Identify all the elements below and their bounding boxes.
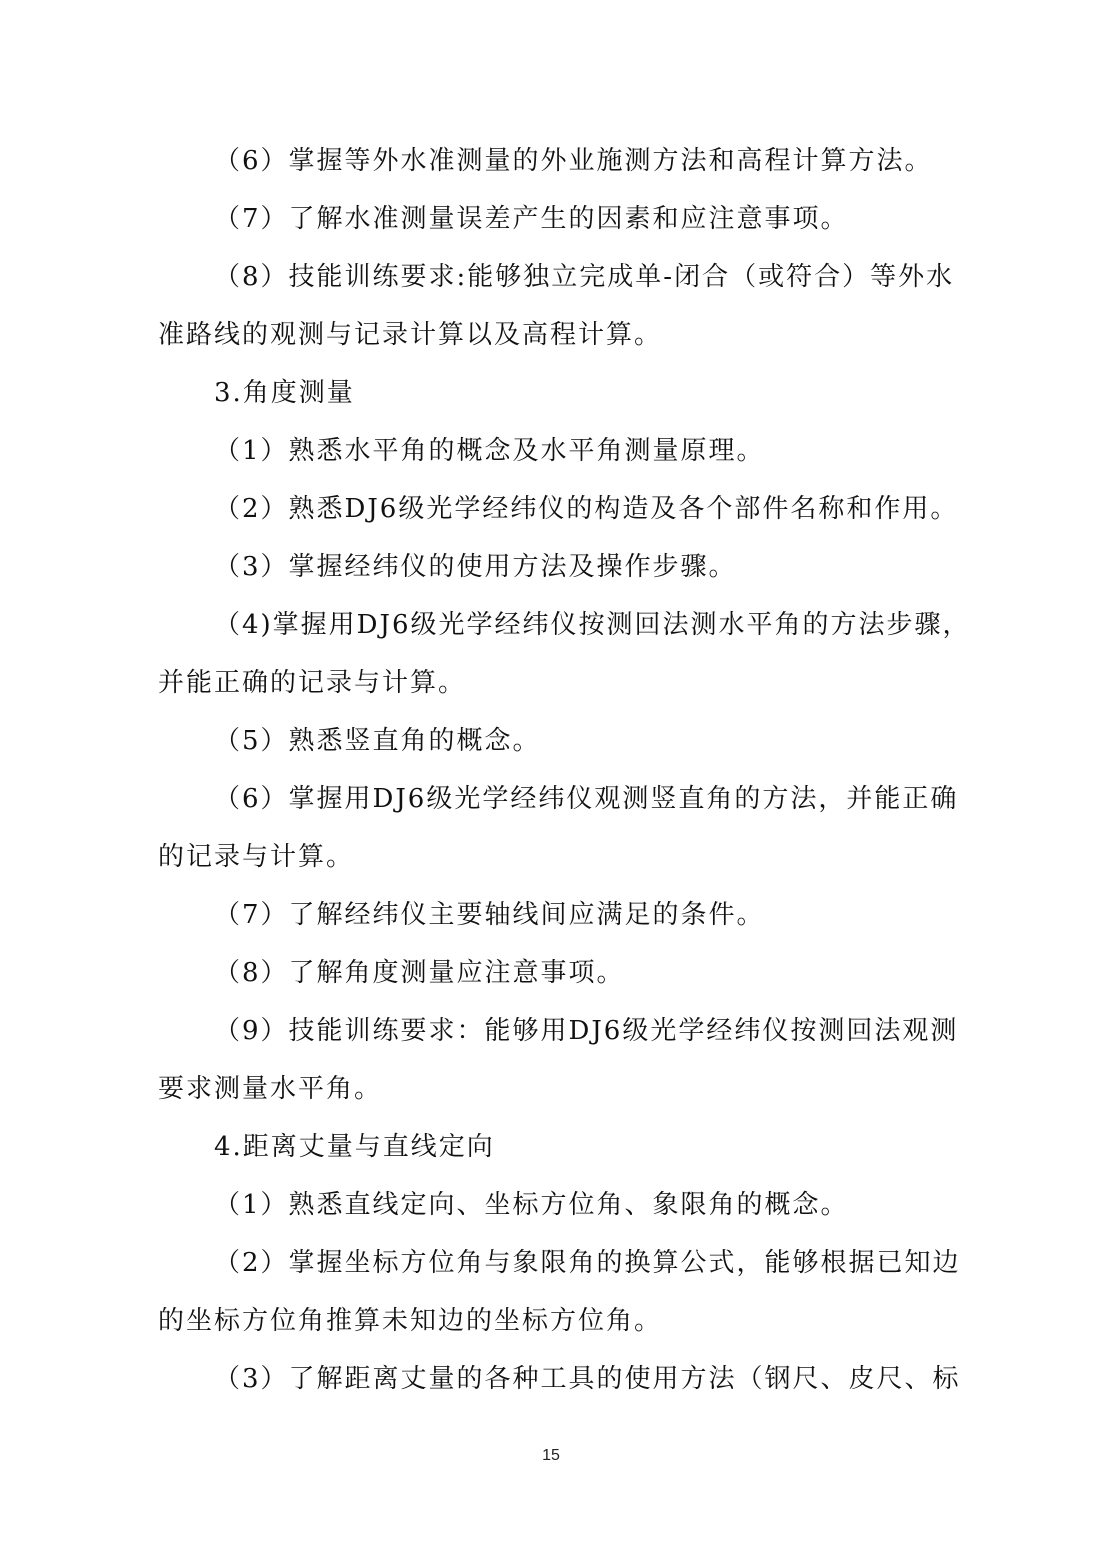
paragraph-line: （6）掌握用DJ6级光学经纬仪观测竖直角的方法，并能正确	[214, 784, 959, 814]
paragraph-line: （6）掌握等外水准测量的外业施测方法和高程计算方法。	[214, 146, 933, 176]
paragraph-line: （1）熟悉直线定向、坐标方位角、象限角的概念。	[214, 1190, 849, 1220]
paragraph-line: 并能正确的记录与计算。	[158, 668, 467, 698]
paragraph-line: 的记录与计算。	[158, 842, 355, 872]
paragraph-line: 要求测量水平角。	[158, 1074, 383, 1104]
paragraph-line: （9）技能训练要求：能够用DJ6级光学经纬仪按测回法观测	[214, 1016, 959, 1046]
paragraph-line: （7）了解水准测量误差产生的因素和应注意事项。	[214, 204, 849, 234]
paragraph-line: （3）了解距离丈量的各种工具的使用方法（钢尺、皮尺、标	[214, 1364, 961, 1394]
body-text	[158, 132, 971, 1408]
paragraph-line: （7）了解经纬仪主要轴线间应满足的条件。	[214, 900, 765, 930]
paragraph-line: （2）掌握坐标方位角与象限角的换算公式，能够根据已知边	[214, 1248, 961, 1278]
paragraph-line: （3）掌握经纬仪的使用方法及操作步骤。	[214, 552, 737, 582]
paragraph-line: （1）熟悉水平角的概念及水平角测量原理。	[214, 436, 765, 466]
paragraph-line: （5）熟悉竖直角的概念。	[214, 726, 541, 756]
paragraph-line: （8）了解角度测量应注意事项。	[214, 958, 625, 988]
paragraph-line: 准路线的观测与记录计算以及高程计算。	[158, 320, 663, 350]
paragraph-line: （8）技能训练要求:能够独立完成单-闭合（或符合）等外水	[214, 262, 955, 292]
page-number: 15	[542, 1447, 560, 1464]
paragraph-line: （2）熟悉DJ6级光学经纬仪的构造及各个部件名称和作用。	[214, 494, 959, 524]
section-heading: 4.距离丈量与直线定向	[214, 1132, 495, 1162]
paragraph-line: （4)掌握用DJ6级光学经纬仪按测回法测水平角的方法步骤，	[214, 610, 971, 640]
section-heading: 3.角度测量	[214, 378, 355, 408]
paragraph-line: 的坐标方位角推算未知边的坐标方位角。	[158, 1306, 663, 1336]
